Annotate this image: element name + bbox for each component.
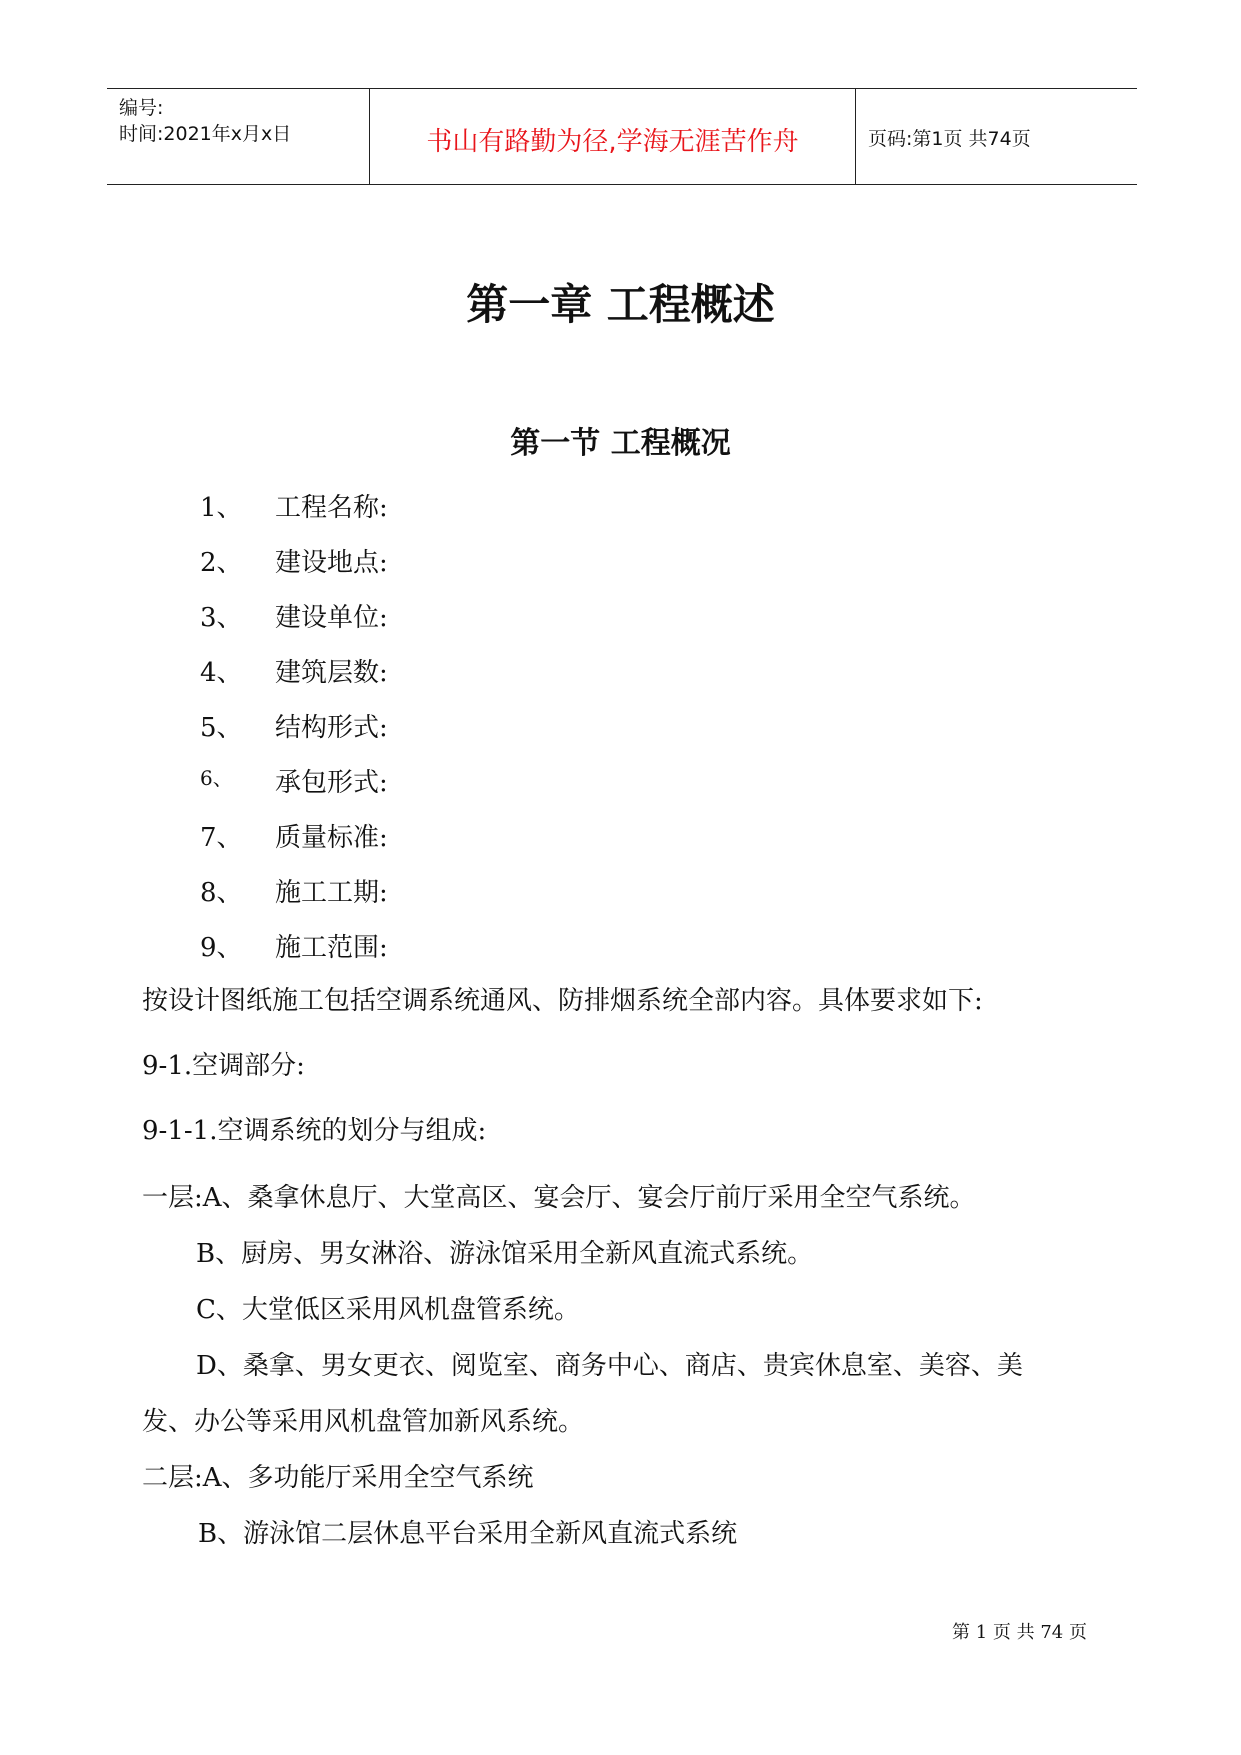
item-label: 结构形式:	[275, 713, 388, 743]
paragraph: 一层:A、桑拿休息厅、大堂高区、宴会厅、宴会厅前厅采用全空气系统。	[142, 1183, 976, 1213]
paragraph: 按设计图纸施工包括空调系统通风、防排烟系统全部内容。具体要求如下:	[142, 986, 983, 1016]
time-label: 时间:2021年x月x日	[119, 123, 292, 145]
paragraph: B、厨房、男女淋浴、游泳馆采用全新风直流式系统。	[196, 1239, 814, 1269]
header-center-cell	[370, 89, 856, 184]
item-number: 4、	[200, 658, 243, 688]
paragraph: 二层:A、多功能厅采用全空气系统	[142, 1463, 534, 1493]
section-title: 第一节 工程概况	[510, 426, 731, 461]
paragraph: B、游泳馆二层休息平台采用全新风直流式系统	[198, 1519, 738, 1549]
item-number: 8、	[200, 878, 243, 908]
item-number: 7、	[200, 823, 243, 853]
item-label: 建设地点:	[275, 548, 388, 578]
item-label: 建筑层数:	[275, 658, 388, 688]
item-number: 5、	[200, 713, 243, 743]
page-footer: 第 1 页 共 74 页	[952, 1622, 1087, 1643]
item-label: 施工工期:	[275, 878, 388, 908]
page-label: 页码:第1页 共74页	[868, 128, 1031, 150]
paragraph: 9-1.空调部分:	[142, 1051, 305, 1081]
item-label: 质量标准:	[275, 823, 388, 853]
item-number: 6、	[200, 766, 233, 790]
item-label: 承包形式:	[275, 768, 388, 798]
header-right-cell	[856, 89, 1137, 184]
motto: 书山有路勤为径,学海无涯苦作舟	[426, 127, 799, 157]
paragraph: C、大堂低区采用风机盘管系统。	[196, 1295, 580, 1325]
item-number: 3、	[200, 603, 243, 633]
item-number: 9、	[200, 933, 243, 963]
code-label: 编号:	[119, 97, 164, 119]
item-number: 1、	[200, 493, 243, 523]
item-label: 施工范围:	[275, 933, 388, 963]
paragraph: D、桑拿、男女更衣、阅览室、商务中心、商店、贵宾休息室、美容、美	[196, 1351, 1023, 1381]
item-label: 工程名称:	[275, 493, 388, 523]
paragraph: 发、办公等采用风机盘管加新风系统。	[142, 1407, 585, 1437]
paragraph: 9-1-1.空调系统的划分与组成:	[142, 1116, 487, 1146]
header-table	[107, 88, 1137, 185]
item-number: 2、	[200, 548, 243, 578]
item-label: 建设单位:	[275, 603, 388, 633]
header-left-cell	[107, 89, 370, 184]
chapter-title: 第一章 工程概述	[466, 280, 775, 329]
